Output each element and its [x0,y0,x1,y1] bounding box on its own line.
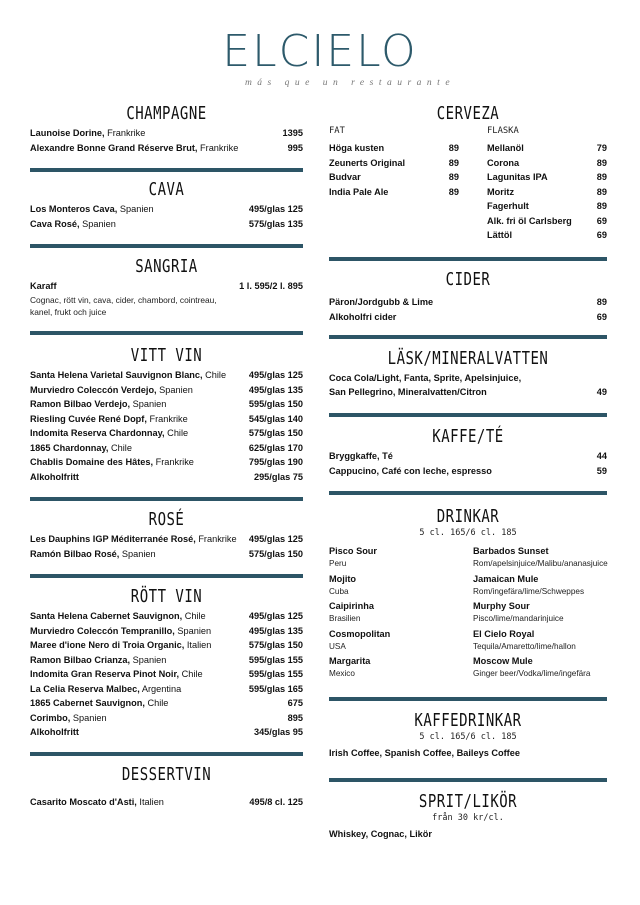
beer-item [487,170,607,185]
flaska-label: FLASKA [487,126,519,136]
item-price: 295/glas 75 [253,471,303,482]
menu-item [30,653,303,668]
item-list [329,295,607,324]
divider [329,491,607,495]
section-rott-vin [30,587,303,740]
sprit-line: Whiskey, Cognac, Likör [329,829,432,839]
item-origin: Italien [184,640,212,650]
item-price: 595/glas 150 [248,399,303,409]
drink-description: Brasilien [329,614,361,623]
beer-item [487,199,607,214]
drink-item [473,573,613,599]
drink-description: Rom/apelsinjuice/Malibu/ananasjuice [473,559,608,568]
drink-description: Mexico [329,669,355,678]
item-price: 675 [287,698,303,708]
item-name: Riesling Cuvée René Dopf, [30,413,147,424]
divider [329,257,607,261]
item-price: 995 [287,142,303,153]
item-origin: Spanien [130,399,167,409]
item-origin: Chile [108,442,132,453]
item-name: La Celia Reserva Malbec, [30,683,140,694]
drink-item [473,655,613,681]
section-title: CHAMPAGNE [126,104,207,124]
item-price: 1 l. 595/2 l. 895 [239,281,303,291]
item-name: Los Monteros Cava, [30,204,118,214]
drink-item [329,573,459,599]
item-label [329,464,492,479]
item-price: 89 [596,297,607,307]
item-name: Cappucino, Café con leche, espresso [329,465,492,476]
item-label [30,470,79,485]
item-name: Indomita Gran Reserva Pinot Noir, [30,669,180,679]
item-name: Maree d'ione Nero di Troia Organic, [30,640,185,650]
section-title: KAFFE/TÉ [432,427,504,447]
item-name: Murviedro Coleccón Tempranillo, [30,625,175,636]
section-title: DESSERTVIN [121,765,212,785]
menu-item [329,310,607,325]
drink-description: Ginger beer/Vodka/lime/ingefära [473,669,591,678]
menu-item [30,441,303,456]
logo [0,28,640,88]
item-label [30,141,238,156]
item-name: Ramón Bilbao Rosé, [30,548,120,559]
beer-name: Budvar [329,172,361,182]
drink-name: Moscow Mule [473,656,533,666]
item-price: 895 [287,712,303,723]
drink-item [473,545,613,571]
section-kaffedrinkar [329,711,607,760]
beer-price: 89 [596,172,607,182]
section-title: CERVEZA [436,104,500,124]
beer-name: Fagerhult [487,201,529,211]
menu-item [30,470,303,485]
item-origin: Spanien [79,218,116,229]
section-cerveza [329,104,607,244]
beer-list-flaska [487,141,607,243]
section-dessertvin [30,765,303,810]
item-list [30,368,303,484]
divider [30,497,303,501]
item-price: 595/glas 165 [248,683,303,694]
beer-price: 89 [448,157,459,168]
menu-item [30,638,303,653]
item-label [329,310,396,325]
item-origin: Chile [182,611,206,621]
section-title: CIDER [445,270,491,290]
section-cider [329,270,607,324]
beer-name: Lättöl [487,230,513,240]
menu-item [30,547,303,562]
section-title: RÖTT VIN [130,587,203,607]
menu-item [30,624,303,639]
item-price: 625/glas 170 [248,442,303,453]
item-description: Cognac, rött vin, cava, cider, chambord, cointreau, [30,294,217,305]
drink-name: Barbados Sunset [473,546,549,556]
divider [329,778,607,782]
item-name: Ramon Bilbao Verdejo, [30,399,131,409]
beer-price: 89 [448,172,459,182]
drink-description: USA [329,641,346,651]
item-origin: Chile [179,669,203,679]
item-label [30,547,156,562]
item-origin: Frankrike [195,534,237,544]
item-label [30,455,194,470]
drink-name: Cosmopolitan [329,628,391,639]
divider [30,752,303,756]
section-title: SPRIT/LIKÖR [418,792,518,812]
item-label [30,412,188,427]
item-price: 595/glas 155 [248,654,303,665]
beer-name: Moritz [487,186,515,197]
menu-item [30,141,303,156]
menu-item [329,464,607,479]
item-label [30,217,116,232]
section-title: ROSÉ [148,510,185,530]
drink-name: Mojito [329,573,357,584]
logo-subtitle: más que un restaurante [244,78,456,88]
item-label [30,653,166,668]
beer-item [329,156,459,171]
divider [329,335,607,339]
drink-item [329,545,459,571]
section-sangria [30,257,303,318]
drink-description: Peru [329,559,347,568]
section-title: KAFFEDRINKAR [414,711,522,731]
beer-price: 69 [596,215,607,226]
item-name: Santa Helena Varietal Sauvignon Blanc, [30,370,203,380]
divider [30,168,303,172]
item-label [30,795,164,810]
drink-description: Rom/ingefära/lime/Schweppes [473,586,585,596]
beer-price: 69 [596,230,607,240]
section-title: CAVA [148,180,185,200]
beer-name: Lagunitas IPA [487,172,548,182]
drink-item [473,600,613,626]
item-price: 495/glas 135 [248,384,303,395]
item-name: Santa Helena Cabernet Sauvignon, [30,611,183,621]
divider [30,574,303,578]
section-title: LÄSK/MINERALVATTEN [387,349,549,369]
menu-item [30,667,303,682]
item-name: Alexandre Bonne Grand Réserve Brut, [30,142,198,153]
item-price: 59 [596,465,607,476]
drink-name: Margarita [329,656,371,666]
section-kaffe [329,427,607,478]
item-name: Alkoholfritt [30,727,79,737]
section-drinkar [329,507,607,697]
item-label [30,667,203,682]
item-name: Alkoholfri cider [329,311,397,322]
section-champagne [30,104,303,155]
item-origin: Spanien [130,654,167,665]
item-name: Chablis Domaine des Hâtes, [30,457,154,467]
item-origin: Spanien [174,625,212,636]
lask-line: Coca Cola/Light, Fanta, Sprite, Apelsinjuice, [329,373,522,383]
item-label [30,682,181,697]
divider [30,244,303,248]
item-price: 495/8 cl. 125 [249,797,303,807]
item-price: 575/glas 150 [248,640,303,650]
menu-item [30,696,303,711]
drink-description: Tequila/Amaretto/lime/hallon [473,641,576,651]
beer-price: 89 [596,186,607,197]
item-price: 495/glas 135 [248,625,303,636]
item-name: Bryggkaffe, Té [329,451,393,461]
drink-item [329,655,459,681]
divider [329,413,607,417]
item-name: 1865 Cabernet Sauvignon, [30,698,145,708]
menu-item [329,385,607,400]
item-origin: Frankrike [153,457,194,467]
fat-label: FAT [329,126,345,136]
beer-price: 79 [596,143,607,153]
item-price: 545/glas 140 [248,413,303,424]
item-name: Karaff [30,281,57,291]
beer-name: Corona [487,157,520,168]
item-name: Corimbo, [30,712,71,723]
item-price: 345/glas 95 [253,727,303,737]
drink-name: Murphy Sour [473,601,530,611]
drink-description: Cuba [329,586,349,596]
menu-item [30,397,303,412]
item-origin: Chile [164,428,189,438]
item-label [30,383,193,398]
item-name: Indomita Reserva Chardonnay, [30,428,165,438]
section-title: VITT VIN [130,346,203,366]
beer-item [329,170,459,185]
beer-price: 89 [448,186,459,197]
item-price: 49 [596,387,607,397]
item-label [30,397,166,412]
drink-name: Jamaican Mule [473,573,539,584]
beer-item [487,141,607,156]
section-subtitle: 5 cl. 165/6 cl. 185 [419,528,517,538]
beer-item [487,156,607,171]
drink-list-right [473,545,613,683]
item-origin: Frankrike [146,413,188,424]
logo-title: ELCIELO [222,26,418,77]
menu-item [30,682,303,697]
beer-price: 89 [448,143,459,153]
item-price: 595/glas 155 [248,669,303,679]
beer-item [487,185,607,200]
item-price: 575/glas 150 [248,548,303,559]
beer-price: 89 [596,201,607,211]
item-price: 495/glas 125 [248,534,303,544]
item-list [30,609,303,740]
section-subtitle: 5 cl. 165/6 cl. 185 [419,732,517,742]
beer-item [329,185,459,200]
section-lask [329,349,607,400]
beer-name: Höga kusten [329,143,385,153]
item-label [30,711,107,726]
drink-item [473,628,613,654]
item-description: kanel, frukt och juice [30,306,107,317]
item-origin: Spanien [156,384,193,395]
drink-name: El Cielo Royal [473,628,535,639]
item-label [30,696,168,711]
item-name: Päron/Jordgubb & Lime [329,297,434,307]
section-subtitle: från 30 kr/cl. [432,813,504,823]
item-price: 495/glas 125 [248,611,303,621]
section-rose [30,510,303,561]
divider [329,697,607,701]
section-title: SANGRIA [135,257,198,277]
drink-item [329,600,459,626]
item-name: Murviedro Coleccón Verdejo, [30,384,157,395]
item-name: Alkoholfritt [30,471,79,482]
menu-item [30,217,303,232]
item-label [30,441,132,456]
item-price: 795/glas 190 [248,457,303,467]
item-price: 1395 [282,128,303,138]
item-origin: Spanien [119,548,156,559]
item-label [30,638,211,653]
item-name: Les Dauphins IGP Méditerranée Rosé, [30,534,196,544]
section-cava [30,180,303,231]
beer-item [487,228,607,243]
item-price: 575/glas 150 [248,428,303,438]
item-list [30,795,303,810]
menu-item [30,795,303,810]
drink-description: Pisco/lime/mandarinjuice [473,614,564,623]
item-name: San Pellegrino, Mineralvatten/Citron [329,387,487,397]
item-origin: Chile [144,698,169,708]
item-label [30,725,79,740]
item-name: 1865 Chardonnay, [30,442,109,453]
beer-name: India Pale Ale [329,186,389,197]
section-sprit [329,792,607,841]
menu-item [30,725,303,740]
drink-name: Caipirinha [329,601,374,611]
item-name: Launoise Dorine, [30,128,105,138]
menu-item [30,455,303,470]
item-price: 495/glas 125 [248,204,303,214]
item-origin: Chile [202,370,227,380]
beer-name: Mellanöl [487,143,524,153]
item-price: 44 [596,451,607,461]
beer-list-fat [329,141,459,199]
drink-item [329,628,459,654]
item-price: 495/glas 125 [248,370,303,380]
item-label [30,426,188,441]
item-name: Ramon Bilbao Crianza, [30,654,131,665]
menu-item [30,426,303,441]
drink-name: Pisco Sour [329,546,377,556]
menu-item [30,412,303,427]
item-origin: Spanien [70,712,107,723]
item-origin: Frankrike [197,142,239,153]
item-price: 575/glas 135 [248,218,303,229]
item-price: 69 [596,311,607,322]
item-origin: Spanien [117,204,154,214]
item-origin: Italien [136,797,164,807]
item-name: Cava Rosé, [30,218,80,229]
menu-item [30,383,303,398]
divider [30,331,303,335]
beer-item [487,214,607,229]
item-origin: Frankrike [104,128,146,138]
drink-list-left [329,545,459,683]
beer-name: Alk. fri öl Carlsberg [487,215,572,226]
item-name: Casarito Moscato d'Asti, [30,797,137,807]
section-vitt-vin [30,346,303,484]
beer-name: Zeunerts Original [329,157,406,168]
item-origin: Argentina [139,683,182,694]
beer-price: 89 [596,157,607,168]
menu-item [30,711,303,726]
section-title: DRINKAR [436,507,500,527]
kaffedrinkar-line: Irish Coffee, Spanish Coffee, Baileys Coffee [329,748,520,758]
item-label [30,624,211,639]
beer-item [329,141,459,156]
